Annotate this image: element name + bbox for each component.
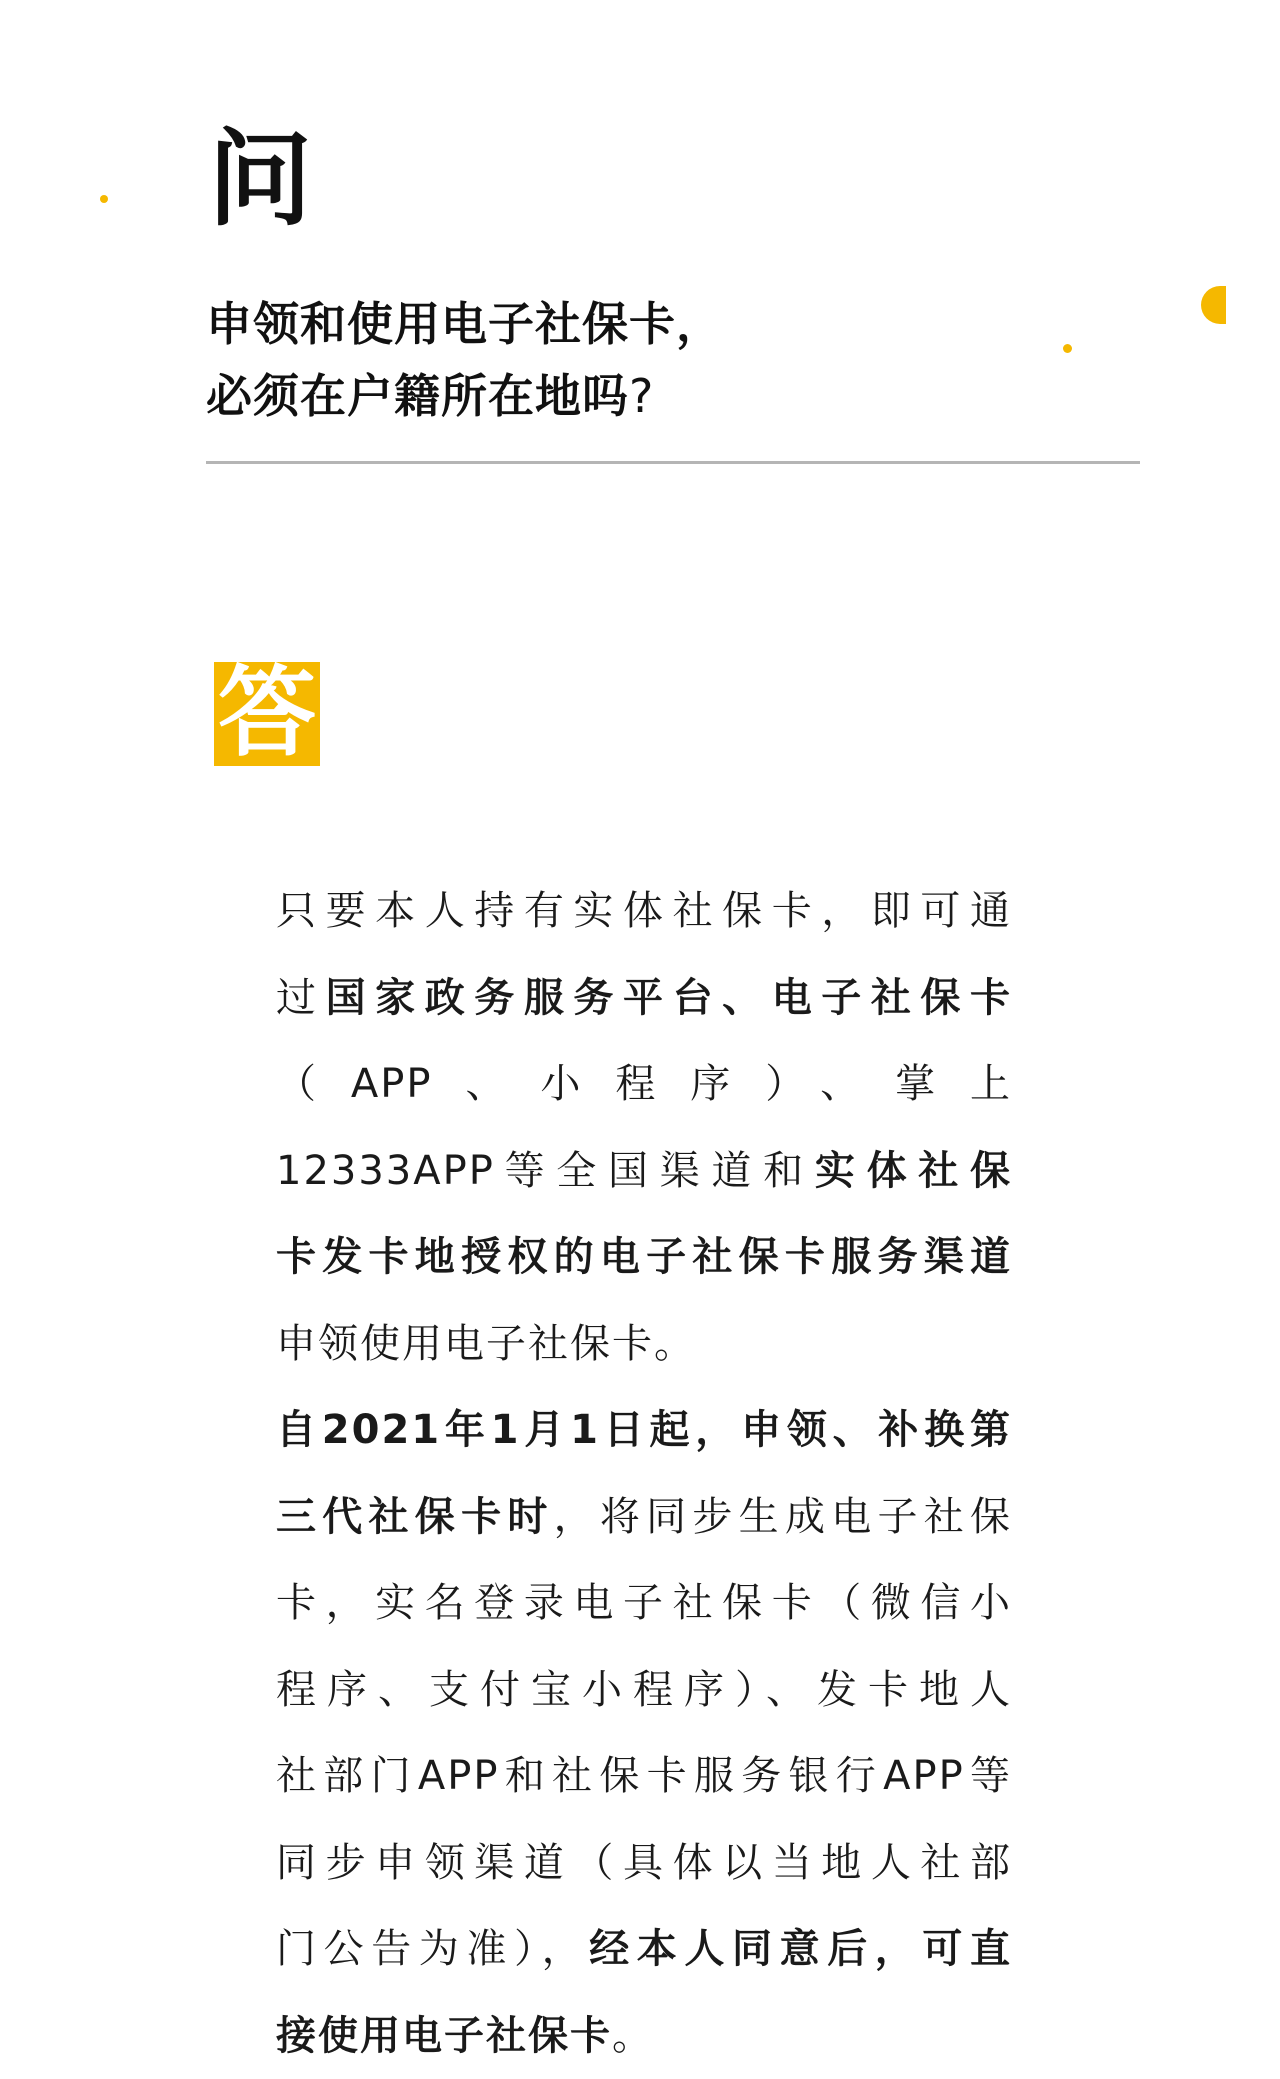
answer-text: ，将同步生成电子社保 xyxy=(554,1494,1012,1540)
answer-line xyxy=(276,1387,1012,1474)
answer-line xyxy=(276,1474,1012,1561)
answer-bold-text: 三代社保卡时 xyxy=(276,1494,554,1540)
answer-text: 12333APP等全国渠道和 xyxy=(276,1148,815,1194)
answer-bold-text: 实体社保 xyxy=(815,1148,1012,1194)
question-icon: 问 xyxy=(206,120,314,238)
answer-text: 过 xyxy=(276,975,326,1021)
answer-text: （APP、小程序）、掌上 xyxy=(276,1061,1012,1107)
answer-text: 。 xyxy=(612,2013,654,2059)
question-line-1: 申领和使用电子社保卡， xyxy=(206,288,1006,360)
question-line-2 xyxy=(206,360,1006,432)
answer-line xyxy=(276,1214,1012,1301)
answer-line xyxy=(276,1041,1012,1128)
answer-bold-text: 自2021年1月1日起，申领、补换第 xyxy=(276,1407,1012,1453)
answer-bold-text: 经本人同意后，可直 xyxy=(589,1926,1012,1972)
answer-line xyxy=(276,955,1012,1042)
answer-line: 只要本人持有实体社保卡，即可通 xyxy=(276,868,1012,955)
question-line-2-text: 必须在户籍所在地吗 xyxy=(206,369,629,423)
answer-line: 同步申领渠道（具体以当地人社部 xyxy=(276,1820,1012,1907)
answer-line xyxy=(276,1128,1012,1215)
answer-line: 社部门APP和社保卡服务银行APP等 xyxy=(276,1733,1012,1820)
decor-dot-left xyxy=(100,195,108,203)
answer-bold-text: 接使用电子社保卡 xyxy=(276,2013,612,2059)
decor-half-circle xyxy=(1201,286,1226,324)
answer-line: 程序、支付宝小程序）、发卡地人 xyxy=(276,1647,1012,1734)
answer-text: 申领使用电子社保卡。 xyxy=(276,1321,696,1367)
answer-body xyxy=(276,868,1012,2079)
question-title xyxy=(206,288,1006,432)
answer-text: 门公告为准）， xyxy=(276,1926,589,1972)
answer-bold-text: 国家政务服务平台、电子社保卡 xyxy=(326,975,1012,1021)
answer-icon: 答 xyxy=(214,662,320,766)
answer-line xyxy=(276,1906,1012,1993)
divider xyxy=(206,461,1140,464)
answer-line: 卡，实名登录电子社保卡（微信小 xyxy=(276,1560,1012,1647)
answer-icon-box xyxy=(214,662,320,766)
answer-line xyxy=(276,1301,1012,1388)
answer-bold-text: 卡发卡地授权的电子社保卡服务渠道 xyxy=(276,1234,1012,1280)
decor-dot-right xyxy=(1063,344,1072,353)
answer-line xyxy=(276,1993,1012,2079)
question-mark: ? xyxy=(629,369,654,423)
